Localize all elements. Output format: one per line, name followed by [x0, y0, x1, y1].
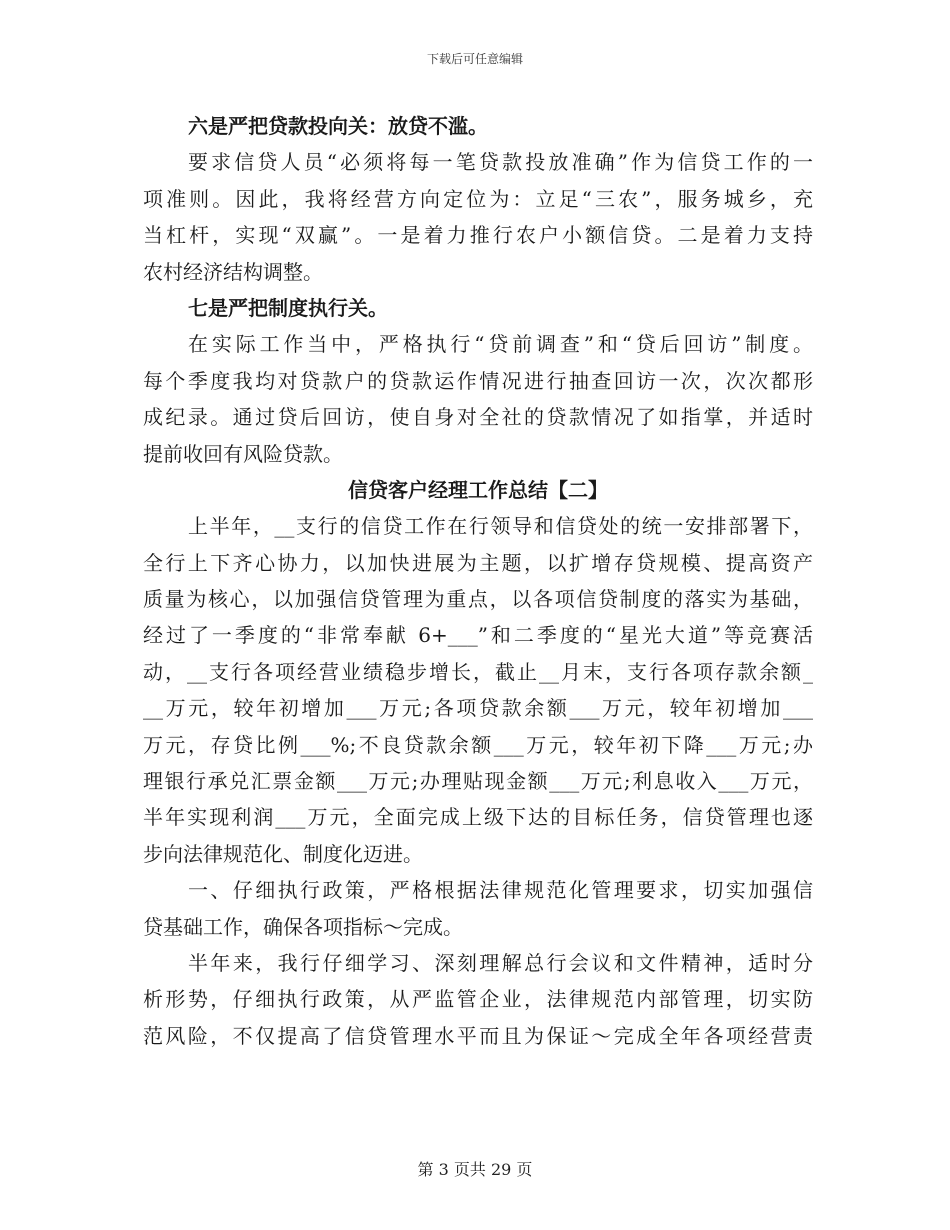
paragraph-line: 农村经济结构调整。 [143, 259, 323, 284]
paragraph-line: __万元，较年初增加___万元;各项贷款余额___万元，较年初增加___ [143, 696, 813, 721]
page-header: 下载后可任意编辑 [426, 52, 523, 66]
paragraph-line: 理银行承兑汇票金额___万元;办理贴现金额___万元;利息收入___万元， [143, 769, 813, 794]
page-footer: 第 3 页共 29 页 [417, 1160, 533, 1179]
paragraph-line: 经过了一季度的“非常奉献 6+___”和二季度的“星光大道”等竞赛活 [143, 623, 813, 648]
paragraph-line: 步向法律规范化、制度化迈进。 [143, 841, 423, 866]
paragraph-line: 全行上下齐心协力，以加快进展为主题，以扩增存贷规模、提高资产 [143, 550, 813, 575]
paragraph-line: 在实际工作当中，严格执行“贷前调查”和“贷后回访”制度。 [188, 332, 813, 357]
paragraph-line: 范风险，不仅提高了信贷管理水平而且为保证～完成全年各项经营责 [143, 1023, 813, 1048]
paragraph-line: 当杠杆，实现“双赢”。一是着力推行农户小额信贷。二是着力支持 [143, 223, 813, 248]
paragraph-line: 贷基础工作，确保各项指标～完成。 [143, 914, 463, 939]
document-body [143, 108, 813, 1054]
paragraph-line: 每个季度我均对贷款户的贷款运作情况进行抽查回访一次，次次都形 [143, 368, 813, 393]
document-title: 信贷客户经理工作总结【二】 [348, 477, 608, 502]
paragraph-line: 万元，存贷比例___%;不良贷款余额___万元，较年初下降___万元;办 [143, 732, 813, 757]
paragraph-line: 成纪录。通过贷后回访，使自身对全社的贷款情况了如指掌，并适时 [143, 405, 813, 430]
paragraph-line: 项准则。因此，我将经营方向定位为：立足“三农”，服务城乡，充 [143, 186, 813, 211]
section-heading: 六是严把贷款投向关：放贷不滥。 [188, 114, 488, 138]
paragraph-line: 析形势，仔细执行政策，从严监管企业，法律规范内部管理，切实防 [143, 987, 813, 1012]
paragraph-line: 质量为核心，以加强信贷管理为重点，以各项信贷制度的落实为基础， [143, 587, 813, 612]
paragraph-line: 动，__支行各项经营业绩稳步增长，截止__月末，支行各项存款余额_ [143, 659, 813, 684]
paragraph-line: 上半年，__支行的信贷工作在行领导和信贷处的统一安排部署下， [188, 514, 813, 539]
paragraph-line: 要求信贷人员“必须将每一笔贷款投放准确”作为信贷工作的一 [188, 150, 813, 175]
paragraph-line: 提前收回有风险贷款。 [143, 441, 343, 466]
section-heading: 七是严把制度执行关。 [188, 295, 388, 320]
paragraph-line: 半年来，我行仔细学习、深刻理解总行会议和文件精神，适时分 [188, 950, 813, 975]
paragraph-line: 一、仔细执行政策，严格根据法律规范化管理要求，切实加强信 [188, 878, 813, 903]
paragraph-line: 半年实现利润___万元，全面完成上级下达的目标任务，信贷管理也逐 [143, 805, 813, 830]
